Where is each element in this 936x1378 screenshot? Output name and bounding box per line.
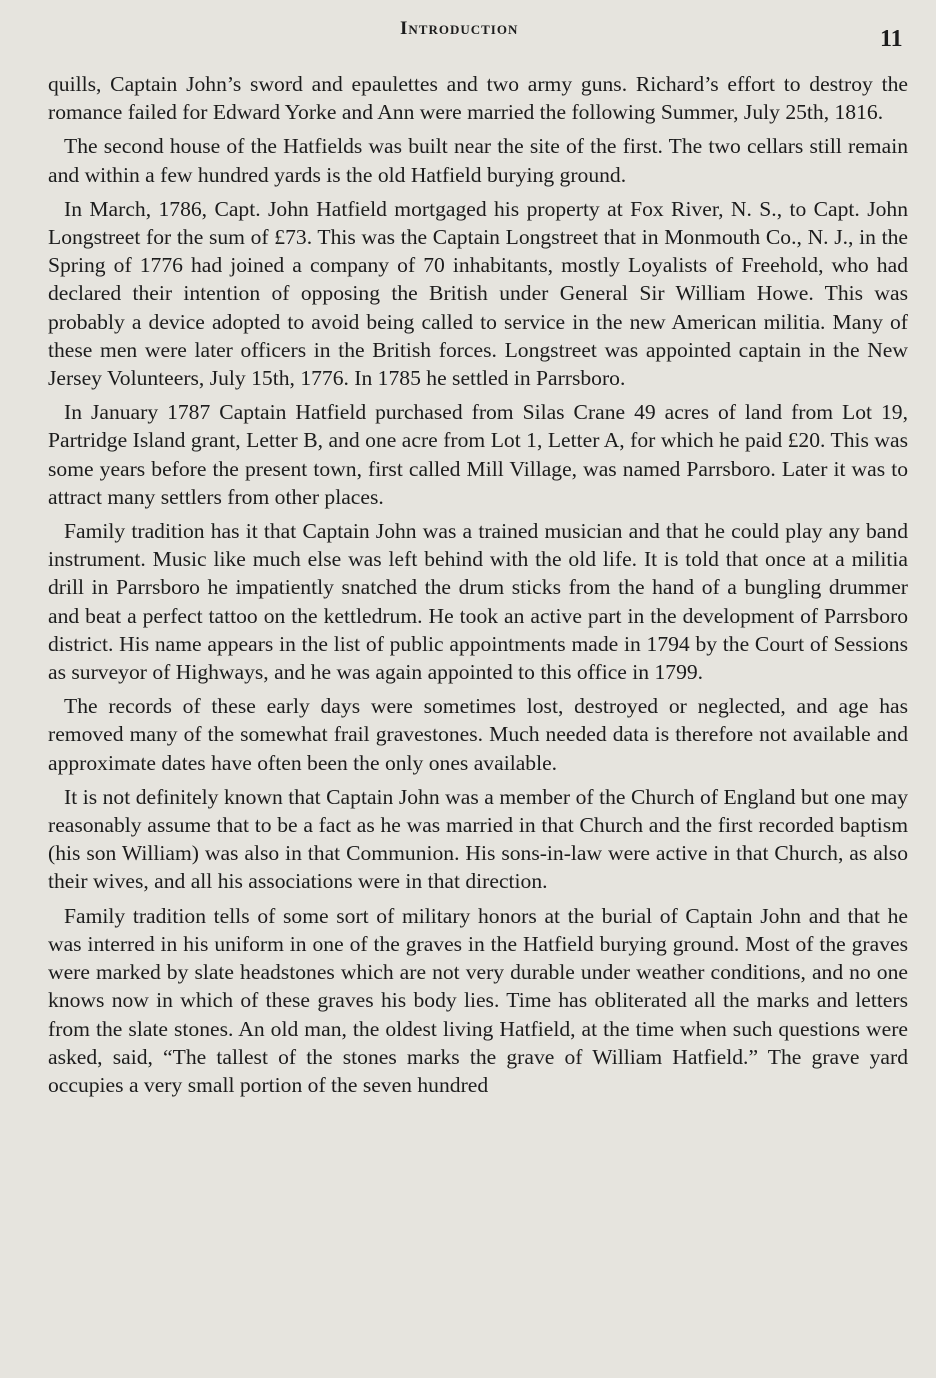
paragraph: It is not definitely known that Captain John was a member of the Church of England but one may reasonably assume that to be a fact as he was married in that Church and the first recorded baptism (his son William) was also in that Communion. His sons-in-law were active in that Church, as also their wives, and all his associations were in that direction.: [48, 784, 908, 894]
body-text: [48, 70, 908, 1105]
paragraph: In January 1787 Captain Hatfield purchased from Silas Crane 49 acres of land from Lot 19, Partridge Island grant, Letter B, and one acre from Lot 1, Letter A, for which he paid £20. This was some years before the present town, first called Mill Village, was named Parrsboro. Later it was to attract many settlers from other places.: [48, 400, 908, 509]
running-head: [0, 16, 936, 52]
page-number: 11: [880, 26, 903, 52]
running-title: Introduction: [400, 18, 519, 39]
paragraph: The records of these early days were sometimes lost, destroyed or neglected, and age has removed many of the somewhat frail gravestones. Much needed data is therefore not available and approximate dates have often been the only ones available.: [48, 694, 908, 775]
paragraph: Family tradition has it that Captain John was a trained musician and that he could play any band instrument. Music like much else was left behind with the old life. It is told that once at a militia drill in Parrsboro he impatiently snatched the drum sticks from the hand of a bungling drummer and beat a perfect tattoo on the kettledrum. He took an active part in the development of Parrsboro district. His name appears in the list of public appointments made in 1794 by the Court of Sessions as surveyor of Highways, and he was again appointed to this office in 1799.: [48, 519, 908, 685]
paragraph-continued: quills, Captain John’s sword and epaulettes and two army guns. Richard’s effort to destroy the romance failed for Edward Yorke and Ann were married the following Summer, July 25th, 1816.: [48, 72, 908, 125]
paragraph: In March, 1786, Capt. John Hatfield mortgaged his property at Fox River, N. S., to Capt. John Longstreet for the sum of £73. This was the Captain Longstreet that in Monmouth Co., N. J., in the Spring of 1776 had joined a company of 70 inhabitants, mostly Loyalists of Freehold, who had declared their intention of opposing the British under General Sir William Howe. This was probably a device adopted to avoid being called to service in the new American militia. Many of these men were later officers in the British forces. Longstreet was appointed captain in the New Jersey Volunteers, July 15th, 1776. In 1785 he settled in Parrsboro.: [48, 196, 908, 391]
paragraph: Family tradition tells of some sort of military honors at the burial of Captain John and that he was interred in his uniform in one of the graves in the Hatfield burying ground. Most of the graves were marked by slate headstones which are not very durable under weather conditions, and no one knows now in which of these graves his body lies. Time has obliterated all the marks and letters from the slate stones. An old man, the oldest living Hatfield, at the time when such questions were asked, said, “The tallest of the stones marks the grave of William Hatfield.” The grave yard occupies a very small portion of the seven hundred: [48, 903, 908, 1097]
paragraph: The second house of the Hatfields was built near the site of the first. The two cellars still remain and within a few hundred yards is the old Hatfield burying ground.: [48, 134, 908, 187]
